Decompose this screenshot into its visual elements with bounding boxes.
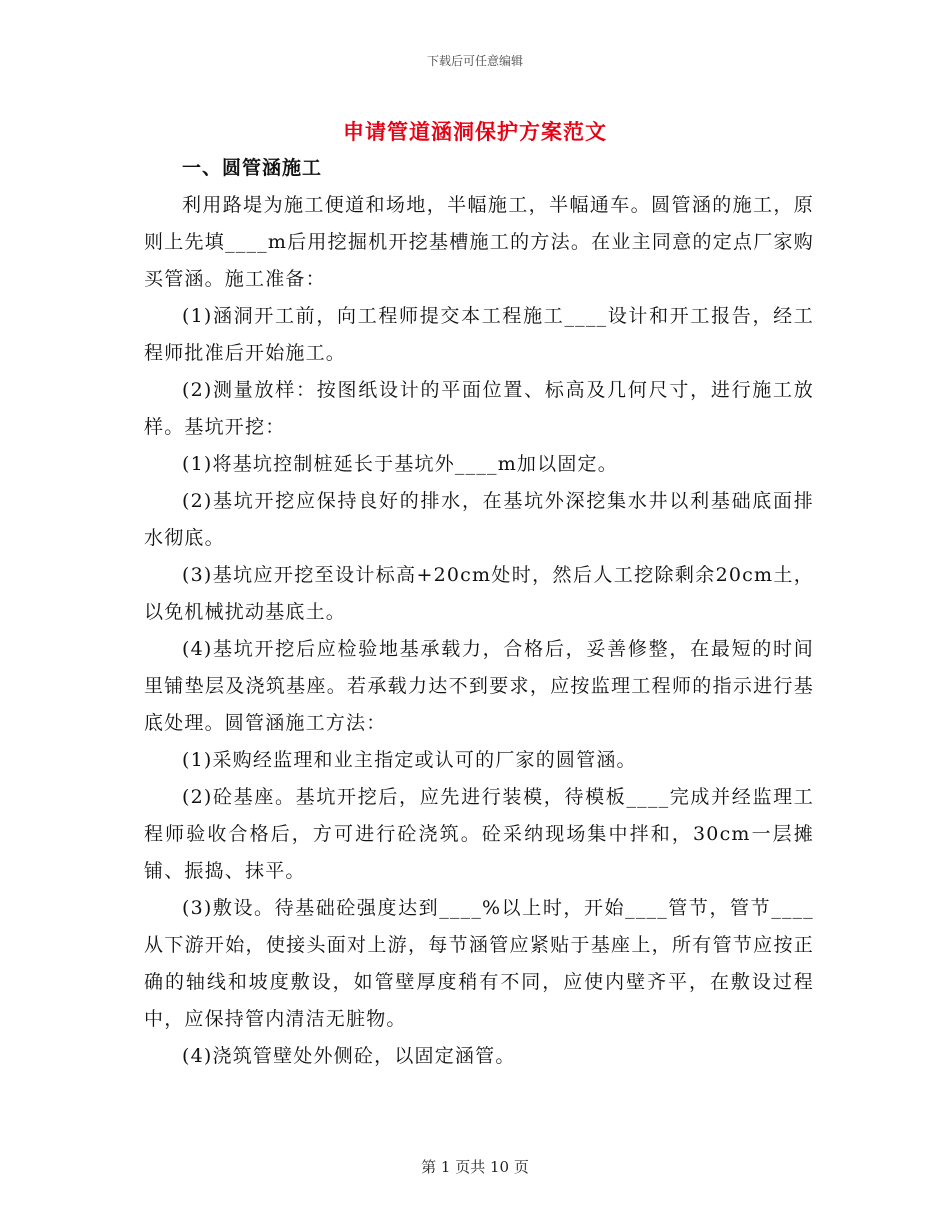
document-body — [144, 150, 814, 1075]
paragraph: (1)将基坑控制桩延长于基坑外____m加以固定。 — [182, 453, 618, 475]
paragraph: (1)涵洞开工前，向工程师提交本工程施工____设计和开工报告，经工程师批准后开始施工。 — [144, 305, 814, 364]
paragraph: (2)测量放样：按图纸设计的平面位置、标高及几何尺寸，进行施工放样。基坑开挖： — [144, 379, 814, 438]
paragraph: (4)基坑开挖后应检验地基承载力，合格后，妥善修整，在最短的时间里铺垫层及浇筑基座。若承载力达不到要求，应按监理工程师的指示进行基底处理。圆管涵施工方法： — [144, 638, 814, 734]
page-header-note: 下载后可任意编辑 — [426, 54, 523, 68]
page-number-footer: 第 1 页共 10 页 — [421, 1158, 529, 1176]
paragraph: (1)采购经监理和业主指定或认可的厂家的圆管涵。 — [182, 749, 637, 771]
paragraph: (2)砼基座。基坑开挖后，应先进行装模，待模板____完成并经监理工程师验收合格后，方可进行砼浇筑。砼采纳现场集中拌和，30cm一层摊铺、振捣、抹平。 — [144, 786, 814, 882]
paragraph: (4)浇筑管壁处外侧砼，以固定涵管。 — [182, 1045, 516, 1067]
document-title: 申请管道涵洞保护方案范文 — [343, 119, 607, 144]
paragraph: (3)敷设。待基础砼强度达到____%以上时，开始____管节，管节____从下游开始，使接头面对上游，每节涵管应紧贴于基座上，所有管节应按正确的轴线和坡度敷设，如管壁厚度稍有不同，应使内壁齐平，在敷设过程中，应保持管内清洁无脏物。 — [144, 897, 814, 1030]
paragraph: 利用路堤为施工便道和场地，半幅施工，半幅通车。圆管涵的施工，原则上先填____m后用挖掘机开挖基槽施工的方法。在业主同意的定点厂家购买管涵。施工准备： — [144, 194, 814, 290]
paragraph: (2)基坑开挖应保持良好的排水，在基坑外深挖集水井以利基础底面排水彻底。 — [144, 490, 814, 549]
section-heading: 一、圆管涵施工 — [182, 157, 323, 179]
paragraph: (3)基坑应开挖至设计标高+20cm处时，然后人工挖除剩余20cm土，以免机械扰动基底土。 — [144, 564, 814, 623]
